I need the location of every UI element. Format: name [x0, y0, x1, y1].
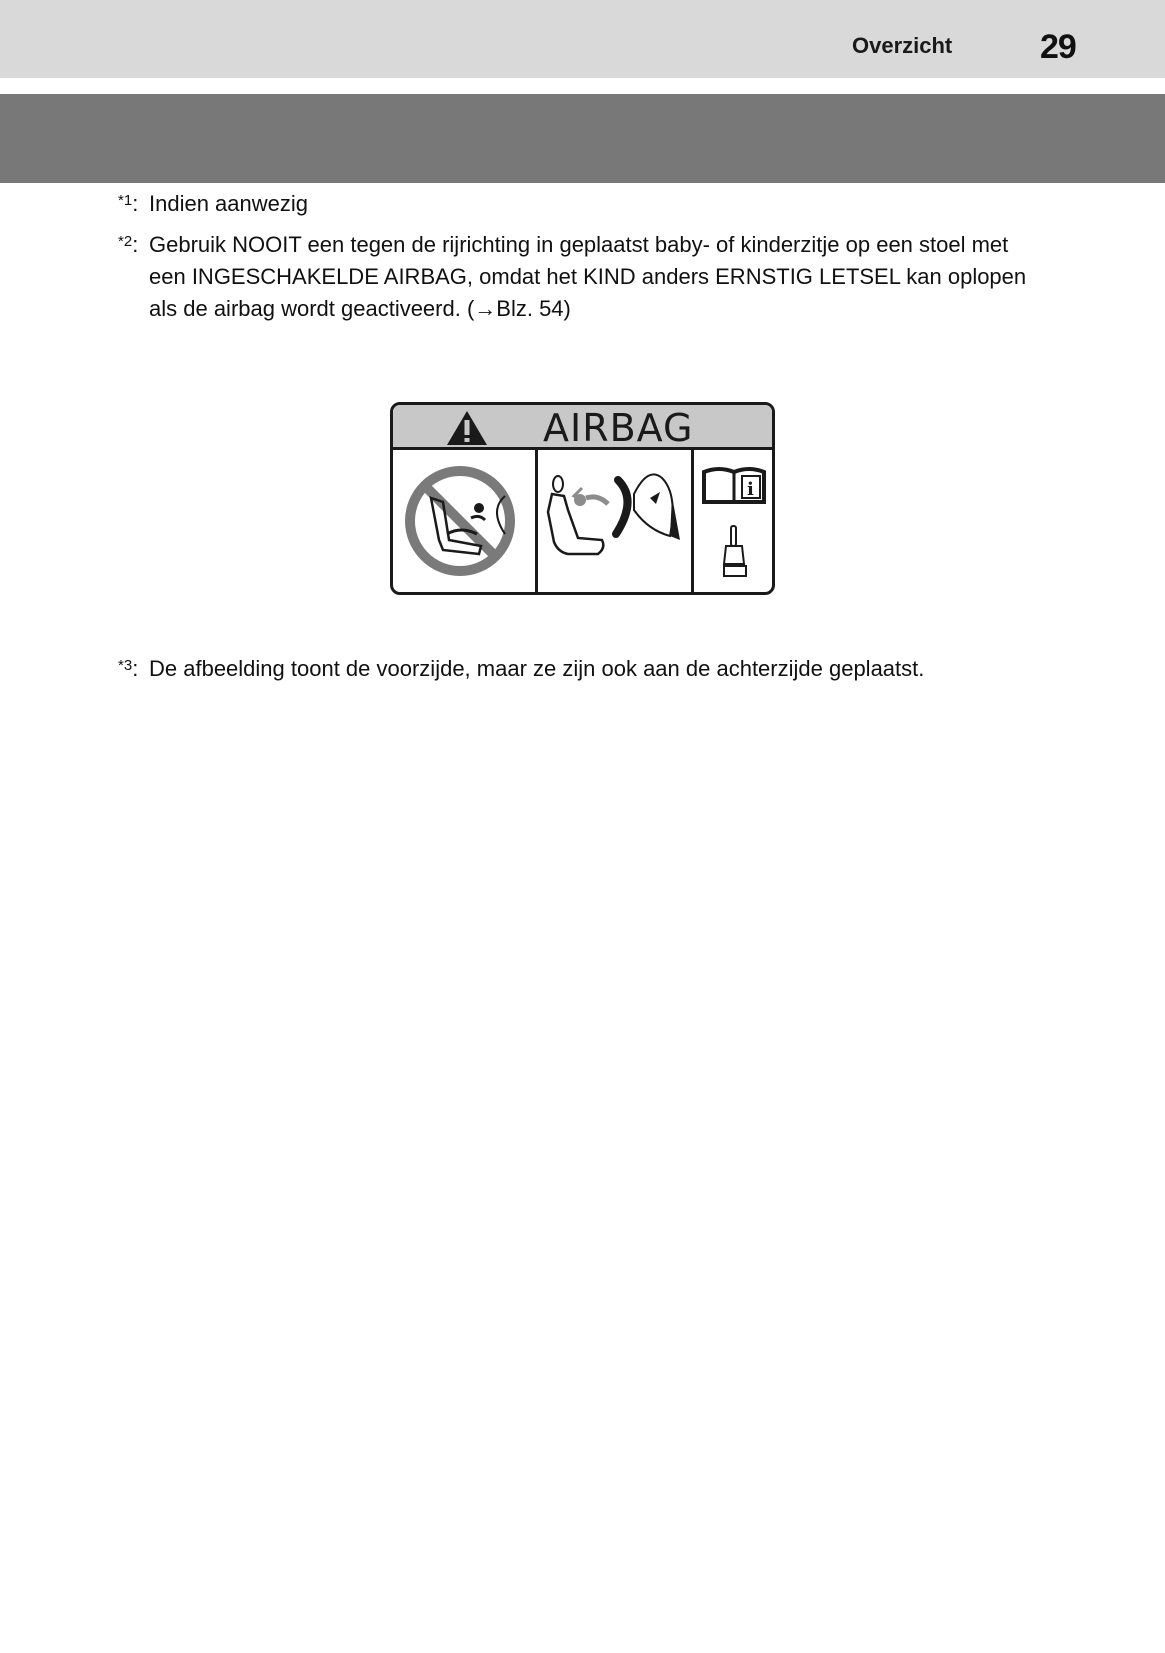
- label-cell-airbag-deploy: [538, 450, 694, 592]
- footnote-2: [118, 229, 1038, 325]
- footnote-text: Gebruik NOOIT een tegen de rijrichting in geplaatst baby- of kinderzitje op een stoel met een INGESCHAKELDE AIRBAG, omdat het KIND anders ERNSTIG LETSEL kan oplopen als de airbag wordt geactiveerd. (→Blz. 54): [149, 232, 1027, 321]
- no-rear-facing-child-seat-icon: [393, 450, 535, 592]
- label-header: [393, 405, 772, 450]
- page-number: 29: [1040, 28, 1076, 66]
- label-title: AIRBAG: [543, 406, 694, 450]
- page-header: [0, 0, 1165, 78]
- airbag-warning-label-figure: [364, 350, 800, 642]
- airbag-deploy-seat-icon: [538, 450, 691, 592]
- footnote-text: De afbeelding toont de voorzijde, maar ze zijn ook aan de achterzijde geplaatst.: [149, 656, 925, 681]
- footnote-marker: $^{*1}$:: [118, 191, 139, 216]
- airbag-warning-label: [390, 402, 775, 595]
- footnote-text: Indien aanwezig: [149, 191, 309, 216]
- footnote-1: [118, 188, 308, 220]
- svg-text:i: i: [747, 479, 754, 500]
- section-title: Overzicht: [852, 33, 953, 58]
- label-cell-prohibition: [393, 450, 538, 592]
- footnote-marker: $^{*2}$:: [118, 232, 139, 257]
- warning-triangle-icon: [445, 409, 489, 447]
- manual-info-icon: [694, 450, 774, 520]
- footnote-marker: $^{*3}$:: [118, 656, 139, 681]
- footnote-3: [118, 653, 1078, 685]
- label-cell-manual: [694, 450, 774, 592]
- pointing-hand-icon: [694, 520, 774, 592]
- section-banner: [0, 94, 1165, 183]
